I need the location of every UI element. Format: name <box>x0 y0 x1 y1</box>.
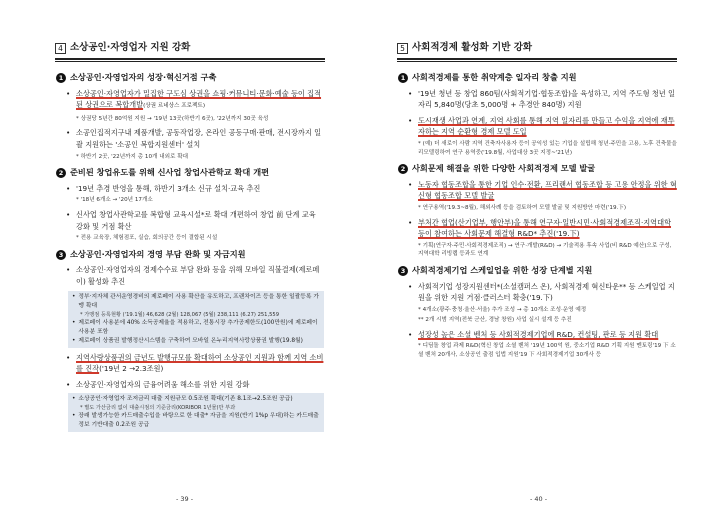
page-number: - 39 - <box>176 495 194 503</box>
circle-dot-icon: • <box>66 88 71 98</box>
circle-dot-icon: • <box>408 329 413 339</box>
black-circle-number-icon: 1 <box>398 73 408 83</box>
black-circle-number-icon: 3 <box>56 250 66 260</box>
heading-3: 3 소상공인·자영업자의 경영 부담 완화 및 자금지원 <box>56 249 324 261</box>
section-header <box>397 41 677 63</box>
circle-dot-icon: • <box>66 128 71 138</box>
page-content <box>398 72 678 360</box>
note: * 하반기 2곳, '22년까지 총 10개 내외로 확대 <box>76 153 189 160</box>
heading-2: 2 사회문제 해결을 위한 다양한 사회적경제 모델 발굴 <box>398 163 678 175</box>
section-title: 소상공인·자영업자 지원 강화 <box>70 42 191 53</box>
heading-1: 1 소상공인·자영업자의 성장·혁신거점 구축 <box>56 72 324 84</box>
note: * 상권당 5년간 80억원 지원 → '19년 13곳(하반기 6곳), '22년까지 30곳 육성 <box>76 115 269 122</box>
page-number: - 40 - <box>530 495 548 503</box>
black-circle-number-icon: 2 <box>398 164 408 174</box>
page-40 <box>360 0 720 508</box>
black-circle-number-icon: 2 <box>56 168 66 178</box>
black-circle-number-icon: 1 <box>56 73 66 83</box>
section-number: 5 <box>397 43 408 54</box>
black-circle-number-icon: 3 <box>398 266 408 276</box>
section-title: 사회적경제 활성화 기반 강화 <box>412 42 533 53</box>
note: * 디딤돌 창업 과제 R&D(혁신 창업 소셜 벤처 '19년 100억 원, 중소기업 R&D 기획 지원 멘토링'19 下 소셜 벤처 20개사, 소상공인 출점 입법 지원'19 下 사회적경제기업 30개사 등 <box>418 343 676 359</box>
circle-dot-icon: • <box>66 352 71 362</box>
bullet-item: • 소상공인·자영업자의 금융어려움 해소를 위한 지원 강화 <box>66 379 250 389</box>
bullet-item: • 소상공인·자영업자가 밀집한 구도심 상권을 쇼핑·커뮤니티·문화·예술 등이 집적된 상권으로 복합개발(상권 르네상스 프로젝트) <box>56 88 324 113</box>
bullet-item: • 신사업 창업사관학교를 복합형 교육시설*로 확대 개편하여 창업 前 단계 교육 강화 및 거점 확산 <box>66 209 316 231</box>
circle-dot-icon: • <box>66 209 71 219</box>
note: * (예) 더 새로이 사람 지역 건축자사용자 등이 공익성 있는 기업을 설립해 청년·주민을 고용, 노후 건축물을 리모델링하여 연구 용역중('19.8월, 사업대상 3곳 지정~'21년) <box>418 140 677 156</box>
info-box: • 소상공인·자영업자 조저금리 대출 지원규모 0.5조원 확대(기존 8.1조→2.5조원 공급) * 별도 가산금리 없이 대출시점의 기준금리(KORIBOR 1년물)만 부과 • 장래 발생가능한 카드매출수입을 바탕으로 한 대출* 자금을 지원(반기 1%p 우대)하는 카드매출정보 기반대출 0.2조원 공급 <box>68 393 324 432</box>
note: * '18년 6개소 → '20년 17개소 <box>76 197 153 204</box>
circle-dot-icon: • <box>66 379 71 389</box>
bullet-item: • '19년 청년 등 창업 860팀(사회적기업·협동조합)을 육성하고, 지역 주도형 청년 일자리 5,840명(당초 5,000명 + 추경안 840명) 지원 <box>408 88 675 110</box>
circle-dot-icon: • <box>408 115 413 125</box>
bullet-item: • 성장성 높은 소셜 벤처 등 사회적경제기업에 R&D, 컨설팅, 판로 등 지원 확대 <box>408 329 659 339</box>
bullet-item: • 노동자 협동조합을 통한 기업 인수·전환, 프리랜서 협동조합 등 고용 안정을 위한 혁신형 협동조합 모델 발굴 <box>408 179 677 201</box>
heading-1: 1 사회적경제를 통한 취약계층 일자리 창출 지원 <box>398 72 678 84</box>
bullet-item: • '19년 추경 반영을 통해, 하반기 3개소 신규 설치·교육 추진 <box>66 183 261 193</box>
note: * 4개소(광주·충청·울산·서울) 추가 조성 → 총 10개소 조성·운영 예정 <box>418 306 587 313</box>
note: * 연구용역('19.3~8월), 해외사례 등을 검토하여 모델 발굴 및 지원방안 마련('19.下) <box>418 204 627 211</box>
note: ** 2개 시범 지역(전북 군산, 경남 창원) 사업 실시 설계 등 추진 <box>418 317 572 324</box>
section-number: 4 <box>55 43 66 54</box>
section-rule <box>397 58 677 62</box>
section-header <box>55 41 325 63</box>
info-box: • 정부·지자체 관서운영경비의 제로페이 사용 확산을 유도하고, 프랜차이즈 등을 통한 일괄등록 가맹 확대 * 가맹점 등록현황 ('19.1월) 46,628 (2월) 128,067 (5월) 238,111 (6.27) 251,559 • 제로페이 사용분에 40% 소득공제율을 적용하고, 전통시장 추가공제한도(100만원)에 제로페이 사용분 포함 • 제로페이 상품권 발행정산시스템을 구축하여 모바일 온누리지역사랑상품권 발행(19.8월) <box>68 291 324 348</box>
heading-2: 2 준비된 창업유도를 위해 신사업 창업사관학교 확대 개편 <box>56 167 324 179</box>
circle-dot-icon: • <box>408 281 413 291</box>
circle-dot-icon: • <box>66 183 71 193</box>
circle-dot-icon: • <box>408 217 413 227</box>
bullet-item: • 소상공인·자영업자의 경제수수료 부담 완화 등을 위해 모바일 직불결제(제로페이) 활성화 추진 <box>66 265 320 286</box>
heading-3: 3 사회적경제기업 스케일업을 위한 성장 단계별 지원 <box>398 265 678 277</box>
note: * 기획(연구자·주민·사회적경제조직) → 연구·개발(R&D) → 기술적용 후속 사업(비 R&D 예산)으로 구성, 지역대학 리빙랩 등과도 연계 <box>418 242 672 258</box>
bullet-item: • 지역사랑상품권의 금년도 발행규모를 확대하여 소상공인 지원과 함께 지역 소비를 진작('19년 2 →2.3조원) <box>66 352 324 374</box>
circle-dot-icon: • <box>408 179 413 189</box>
circle-dot-icon: • <box>408 88 413 98</box>
note: * 전용 교육장, 체험점포, 실습, 회의공간 등이 결합된 시설 <box>76 235 218 242</box>
bullet-item: • 사회적기업 성장지원센터*(소셜캠퍼스 온), 사회적경제 혁신타운** 등 스케일업 지원을 위한 지원 거점·클러스터 확충('19.下) <box>408 281 675 303</box>
circle-dot-icon: • <box>66 265 71 275</box>
bullet-item: • 소공인집적지구내 제품개발, 공동작업장, 온라인 공동구매·판매, 전시장까지 일괄 지원하는 '소공인 복합지원센터' 설치 <box>66 128 322 149</box>
bullet-item: • 도시재생 사업과 연계, 지역 사회를 통해 지역 일자리를 만들고 수익을 지역에 재투자하는 지역 순환형 경제 모델 도입 <box>408 115 675 137</box>
bullet-item: • 부처간 협업(산기업부, 행안부)을 통해 연구자·일반시민·사회적경제조직·지역대학 등이 참여하는 사회문제 해결형 R&D* 추진('19.下) <box>408 217 672 239</box>
section-rule <box>55 58 325 62</box>
page-content <box>56 72 324 434</box>
